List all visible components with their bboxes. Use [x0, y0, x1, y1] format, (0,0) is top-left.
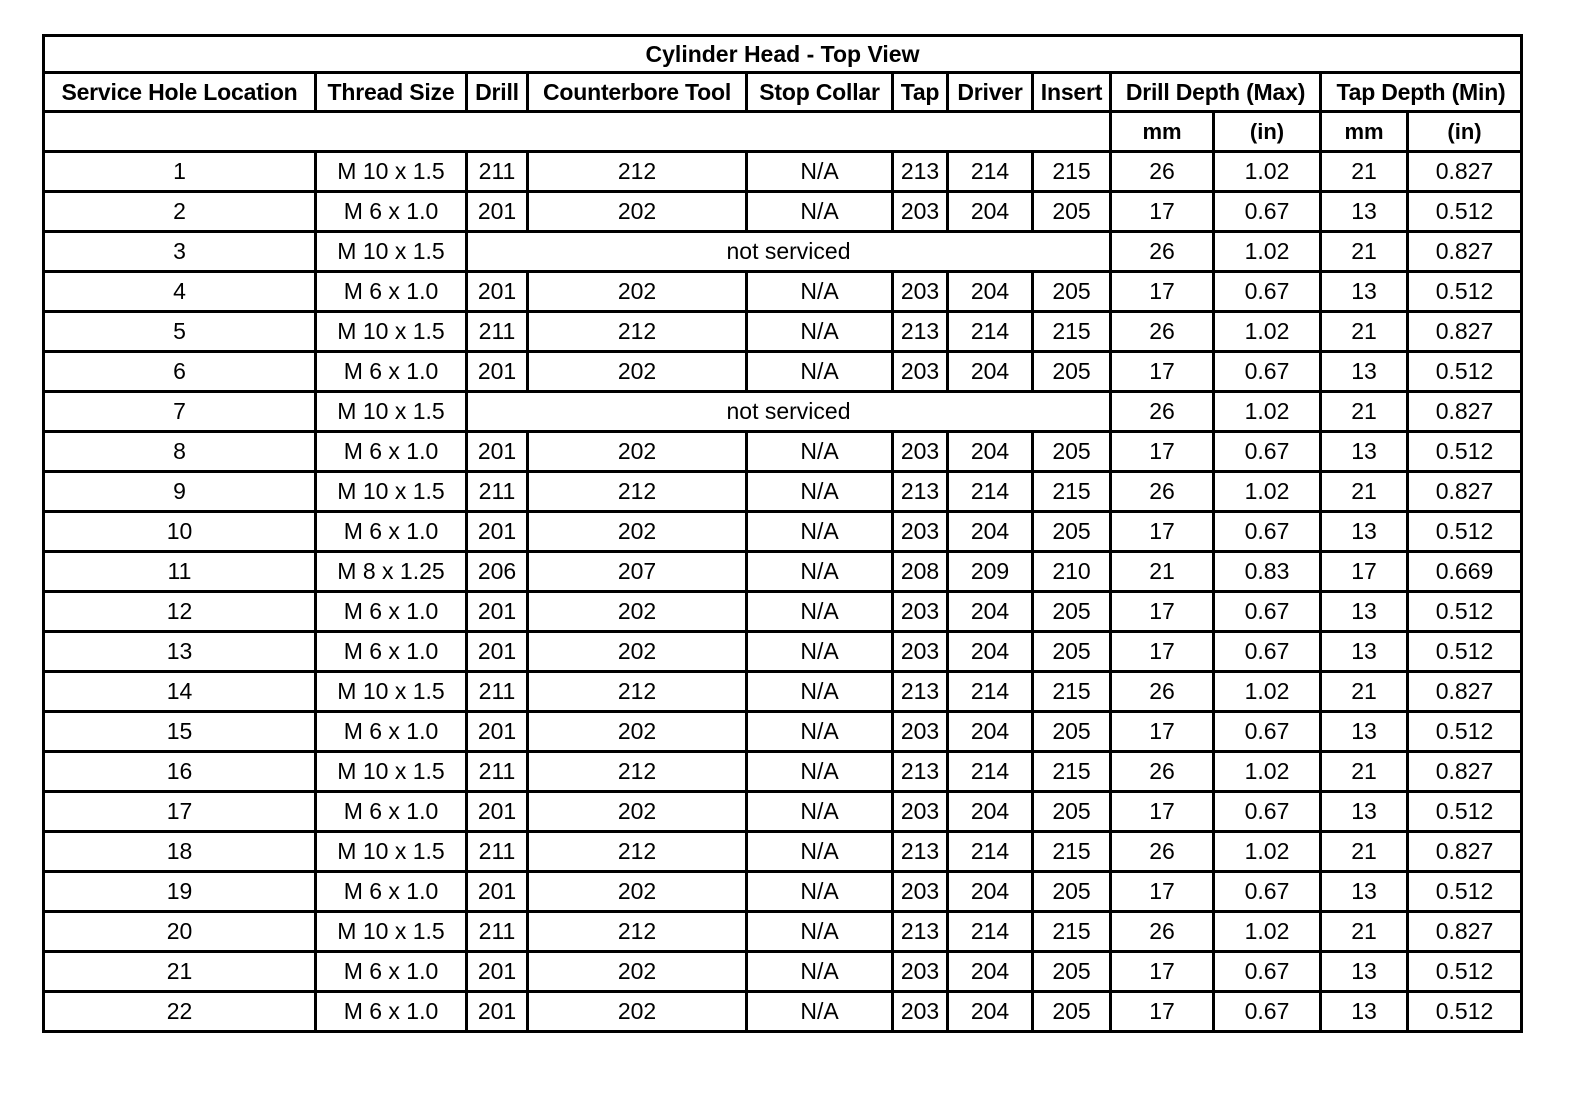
table-row: [44, 152, 1522, 192]
table-row: [44, 952, 1522, 992]
cell-thread-size: M 6 x 1.0: [316, 952, 467, 992]
cell-drill-depth-mm: 26: [1111, 912, 1214, 952]
cell-location: 10: [44, 512, 316, 552]
table-row: [44, 832, 1522, 872]
header-insert: Insert: [1033, 73, 1111, 112]
cell-insert: 205: [1033, 512, 1111, 552]
cell-counterbore: 212: [528, 672, 747, 712]
cell-insert: 205: [1033, 432, 1111, 472]
table-row: [44, 512, 1522, 552]
cell-driver: 204: [948, 712, 1033, 752]
cell-not-serviced-note: not serviced: [467, 392, 1111, 432]
cell-drill: 201: [467, 432, 528, 472]
cell-driver: 204: [948, 512, 1033, 552]
cell-tap-depth-in: 0.827: [1408, 472, 1522, 512]
cell-tap-depth-in: 0.827: [1408, 912, 1522, 952]
cell-drill-depth-in: 1.02: [1214, 312, 1321, 352]
cell-drill: 201: [467, 872, 528, 912]
cell-location: 20: [44, 912, 316, 952]
cell-tap-depth-in: 0.827: [1408, 832, 1522, 872]
cell-driver: 214: [948, 752, 1033, 792]
cell-counterbore: 202: [528, 872, 747, 912]
cell-tap-depth-in: 0.512: [1408, 512, 1522, 552]
cell-tap-depth-in: 0.669: [1408, 552, 1522, 592]
cell-drill-depth-mm: 17: [1111, 592, 1214, 632]
cell-tap-depth-in: 0.512: [1408, 592, 1522, 632]
cell-stop-collar: N/A: [747, 592, 893, 632]
cell-tap-depth-mm: 13: [1321, 592, 1408, 632]
cell-tap-depth-mm: 21: [1321, 752, 1408, 792]
cell-driver: 214: [948, 832, 1033, 872]
table-row: [44, 712, 1522, 752]
cell-thread-size: M 10 x 1.5: [316, 232, 467, 272]
cell-tap: 203: [893, 352, 948, 392]
cell-tap-depth-mm: 21: [1321, 912, 1408, 952]
cell-tap-depth-in: 0.827: [1408, 232, 1522, 272]
cell-stop-collar: N/A: [747, 752, 893, 792]
cell-drill: 201: [467, 272, 528, 312]
cell-tap: 213: [893, 312, 948, 352]
column-header-row: [44, 73, 1522, 112]
cell-tap-depth-in: 0.827: [1408, 672, 1522, 712]
cell-stop-collar: N/A: [747, 992, 893, 1032]
cell-drill-depth-mm: 17: [1111, 272, 1214, 312]
cell-drill-depth-in: 1.02: [1214, 832, 1321, 872]
cell-insert: 205: [1033, 592, 1111, 632]
table-row: [44, 392, 1522, 432]
cell-drill-depth-in: 0.67: [1214, 272, 1321, 312]
cell-counterbore: 202: [528, 952, 747, 992]
cell-stop-collar: N/A: [747, 632, 893, 672]
header-driver: Driver: [948, 73, 1033, 112]
cell-drill-depth-in: 0.67: [1214, 432, 1321, 472]
cell-drill: 206: [467, 552, 528, 592]
table-row: [44, 632, 1522, 672]
cell-drill-depth-mm: 17: [1111, 872, 1214, 912]
cell-tap: 203: [893, 512, 948, 552]
cell-drill-depth-in: 0.67: [1214, 592, 1321, 632]
cell-tap-depth-mm: 13: [1321, 872, 1408, 912]
cell-tap-depth-mm: 13: [1321, 352, 1408, 392]
cell-not-serviced-note: not serviced: [467, 232, 1111, 272]
cell-location: 7: [44, 392, 316, 432]
cell-location: 11: [44, 552, 316, 592]
cell-location: 22: [44, 992, 316, 1032]
cell-tap-depth-mm: 17: [1321, 552, 1408, 592]
unit-drill-in: (in): [1214, 112, 1321, 152]
cell-drill-depth-mm: 26: [1111, 232, 1214, 272]
cell-drill-depth-in: 0.67: [1214, 992, 1321, 1032]
cell-driver: 204: [948, 952, 1033, 992]
cell-insert: 205: [1033, 712, 1111, 752]
cell-counterbore: 212: [528, 472, 747, 512]
cell-insert: 215: [1033, 152, 1111, 192]
header-service-hole-location: Service Hole Location: [44, 73, 316, 112]
cell-tap: 213: [893, 752, 948, 792]
cell-thread-size: M 10 x 1.5: [316, 152, 467, 192]
cell-thread-size: M 6 x 1.0: [316, 192, 467, 232]
header-drill-depth: Drill Depth (Max): [1111, 73, 1321, 112]
cell-insert: 205: [1033, 992, 1111, 1032]
cell-location: 5: [44, 312, 316, 352]
cell-tap: 208: [893, 552, 948, 592]
cell-counterbore: 202: [528, 992, 747, 1032]
cell-drill-depth-in: 0.67: [1214, 952, 1321, 992]
table-title: Cylinder Head - Top View: [44, 36, 1522, 73]
cell-tap: 203: [893, 192, 948, 232]
cell-thread-size: M 6 x 1.0: [316, 792, 467, 832]
table-row: [44, 432, 1522, 472]
cell-counterbore: 202: [528, 512, 747, 552]
cell-drill-depth-mm: 17: [1111, 352, 1214, 392]
cell-counterbore: 202: [528, 792, 747, 832]
cell-counterbore: 202: [528, 712, 747, 752]
cell-stop-collar: N/A: [747, 272, 893, 312]
cell-tap-depth-in: 0.827: [1408, 312, 1522, 352]
cell-counterbore: 202: [528, 432, 747, 472]
cell-tap-depth-in: 0.512: [1408, 992, 1522, 1032]
cell-drill-depth-in: 0.67: [1214, 192, 1321, 232]
cell-tap: 203: [893, 592, 948, 632]
cell-counterbore: 212: [528, 752, 747, 792]
cell-tap: 213: [893, 472, 948, 512]
cell-drill-depth-mm: 17: [1111, 952, 1214, 992]
cell-driver: 214: [948, 472, 1033, 512]
cell-driver: 204: [948, 632, 1033, 672]
cell-insert: 215: [1033, 472, 1111, 512]
cell-thread-size: M 10 x 1.5: [316, 912, 467, 952]
cell-tap-depth-mm: 13: [1321, 432, 1408, 472]
header-stop-collar: Stop Collar: [747, 73, 893, 112]
cell-location: 15: [44, 712, 316, 752]
cell-stop-collar: N/A: [747, 912, 893, 952]
cell-tap: 203: [893, 432, 948, 472]
cell-drill: 201: [467, 512, 528, 552]
cell-tap-depth-in: 0.512: [1408, 872, 1522, 912]
table-row: [44, 472, 1522, 512]
unit-tap-mm: mm: [1321, 112, 1408, 152]
cell-counterbore: 202: [528, 272, 747, 312]
cell-drill-depth-in: 0.67: [1214, 512, 1321, 552]
cell-drill-depth-in: 1.02: [1214, 752, 1321, 792]
cell-thread-size: M 6 x 1.0: [316, 512, 467, 552]
unit-header-row: [44, 112, 1522, 152]
cell-drill-depth-in: 1.02: [1214, 912, 1321, 952]
cell-counterbore: 202: [528, 592, 747, 632]
cell-insert: 205: [1033, 352, 1111, 392]
header-drill: Drill: [467, 73, 528, 112]
cell-drill: 211: [467, 152, 528, 192]
cell-stop-collar: N/A: [747, 832, 893, 872]
cell-location: 2: [44, 192, 316, 232]
cell-drill: 201: [467, 792, 528, 832]
header-tap-depth: Tap Depth (Min): [1321, 73, 1522, 112]
cell-stop-collar: N/A: [747, 872, 893, 912]
cell-drill: 211: [467, 832, 528, 872]
cell-drill-depth-in: 0.67: [1214, 872, 1321, 912]
table-row: [44, 792, 1522, 832]
cell-thread-size: M 10 x 1.5: [316, 472, 467, 512]
cell-drill-depth-mm: 26: [1111, 672, 1214, 712]
table-body: [44, 152, 1522, 1032]
cell-location: 21: [44, 952, 316, 992]
cell-drill-depth-mm: 26: [1111, 312, 1214, 352]
cell-drill-depth-mm: 17: [1111, 712, 1214, 752]
cell-insert: 215: [1033, 752, 1111, 792]
cell-driver: 204: [948, 592, 1033, 632]
cell-tap-depth-mm: 13: [1321, 192, 1408, 232]
cell-stop-collar: N/A: [747, 672, 893, 712]
cell-drill: 201: [467, 352, 528, 392]
cell-stop-collar: N/A: [747, 352, 893, 392]
cell-drill-depth-mm: 26: [1111, 832, 1214, 872]
cell-location: 17: [44, 792, 316, 832]
cell-stop-collar: N/A: [747, 792, 893, 832]
table-row: [44, 672, 1522, 712]
cell-drill-depth-mm: 26: [1111, 472, 1214, 512]
cell-drill-depth-in: 1.02: [1214, 232, 1321, 272]
table-title-row: [44, 36, 1522, 73]
cell-thread-size: M 10 x 1.5: [316, 752, 467, 792]
cell-tap: 203: [893, 872, 948, 912]
header-thread-size: Thread Size: [316, 73, 467, 112]
cell-drill-depth-in: 0.67: [1214, 632, 1321, 672]
cell-drill-depth-in: 1.02: [1214, 472, 1321, 512]
cell-drill: 211: [467, 472, 528, 512]
cell-counterbore: 212: [528, 152, 747, 192]
unit-drill-mm: mm: [1111, 112, 1214, 152]
cell-drill-depth-in: 0.83: [1214, 552, 1321, 592]
cell-location: 3: [44, 232, 316, 272]
cell-tap-depth-mm: 13: [1321, 272, 1408, 312]
cell-tap-depth-mm: 21: [1321, 232, 1408, 272]
cell-tap-depth-in: 0.512: [1408, 192, 1522, 232]
cell-tap-depth-mm: 21: [1321, 472, 1408, 512]
cell-driver: 204: [948, 192, 1033, 232]
cell-thread-size: M 10 x 1.5: [316, 832, 467, 872]
cell-tap: 203: [893, 272, 948, 312]
cell-counterbore: 202: [528, 352, 747, 392]
cell-drill: 201: [467, 192, 528, 232]
cell-driver: 209: [948, 552, 1033, 592]
cell-tap-depth-in: 0.512: [1408, 352, 1522, 392]
cell-drill-depth-in: 0.67: [1214, 352, 1321, 392]
cell-drill-depth-in: 1.02: [1214, 672, 1321, 712]
cell-tap-depth-in: 0.512: [1408, 272, 1522, 312]
header-counterbore-tool: Counterbore Tool: [528, 73, 747, 112]
cell-tap: 203: [893, 712, 948, 752]
cell-drill: 201: [467, 992, 528, 1032]
cell-tap: 213: [893, 912, 948, 952]
cell-counterbore: 202: [528, 192, 747, 232]
cell-drill-depth-mm: 26: [1111, 392, 1214, 432]
cell-insert: 215: [1033, 912, 1111, 952]
cell-drill-depth-in: 1.02: [1214, 152, 1321, 192]
cell-thread-size: M 6 x 1.0: [316, 992, 467, 1032]
cell-location: 6: [44, 352, 316, 392]
cell-tap-depth-mm: 21: [1321, 312, 1408, 352]
cell-stop-collar: N/A: [747, 152, 893, 192]
cell-drill-depth-mm: 17: [1111, 512, 1214, 552]
table-row: [44, 552, 1522, 592]
cell-tap-depth-mm: 13: [1321, 952, 1408, 992]
cell-drill-depth-in: 1.02: [1214, 392, 1321, 432]
cell-location: 13: [44, 632, 316, 672]
cell-drill-depth-mm: 26: [1111, 752, 1214, 792]
cell-drill-depth-in: 0.67: [1214, 792, 1321, 832]
cell-insert: 205: [1033, 952, 1111, 992]
cell-location: 4: [44, 272, 316, 312]
cell-thread-size: M 6 x 1.0: [316, 632, 467, 672]
cell-counterbore: 202: [528, 632, 747, 672]
cell-driver: 214: [948, 152, 1033, 192]
cell-tap-depth-mm: 13: [1321, 792, 1408, 832]
cell-drill-depth-in: 0.67: [1214, 712, 1321, 752]
cell-driver: 204: [948, 872, 1033, 912]
cell-insert: 210: [1033, 552, 1111, 592]
cell-drill-depth-mm: 17: [1111, 632, 1214, 672]
cell-drill-depth-mm: 17: [1111, 792, 1214, 832]
cell-drill-depth-mm: 21: [1111, 552, 1214, 592]
cell-stop-collar: N/A: [747, 512, 893, 552]
table-row: [44, 232, 1522, 272]
cell-driver: 214: [948, 312, 1033, 352]
table-row: [44, 872, 1522, 912]
cell-tap-depth-mm: 21: [1321, 672, 1408, 712]
cell-location: 12: [44, 592, 316, 632]
cell-stop-collar: N/A: [747, 472, 893, 512]
cell-thread-size: M 6 x 1.0: [316, 432, 467, 472]
table-row: [44, 592, 1522, 632]
cell-counterbore: 212: [528, 832, 747, 872]
cell-stop-collar: N/A: [747, 712, 893, 752]
cell-driver: 204: [948, 272, 1033, 312]
cell-location: 19: [44, 872, 316, 912]
cell-drill: 201: [467, 952, 528, 992]
cell-driver: 214: [948, 672, 1033, 712]
cell-tap: 213: [893, 672, 948, 712]
table-row: [44, 992, 1522, 1032]
cell-tap-depth-in: 0.512: [1408, 632, 1522, 672]
cell-location: 14: [44, 672, 316, 712]
unit-row-spacer: [44, 112, 1111, 152]
cell-stop-collar: N/A: [747, 192, 893, 232]
cell-thread-size: M 6 x 1.0: [316, 712, 467, 752]
cell-location: 16: [44, 752, 316, 792]
cell-drill: 211: [467, 312, 528, 352]
cell-insert: 205: [1033, 872, 1111, 912]
cell-tap-depth-in: 0.512: [1408, 432, 1522, 472]
header-tap: Tap: [893, 73, 948, 112]
cell-tap-depth-mm: 13: [1321, 632, 1408, 672]
cell-driver: 204: [948, 432, 1033, 472]
cell-location: 18: [44, 832, 316, 872]
cell-drill: 211: [467, 752, 528, 792]
cell-tap: 203: [893, 992, 948, 1032]
cell-drill-depth-mm: 17: [1111, 992, 1214, 1032]
cell-thread-size: M 8 x 1.25: [316, 552, 467, 592]
cell-thread-size: M 10 x 1.5: [316, 312, 467, 352]
cell-tap-depth-in: 0.827: [1408, 752, 1522, 792]
cell-tap-depth-mm: 13: [1321, 712, 1408, 752]
cell-tap-depth-in: 0.512: [1408, 792, 1522, 832]
cell-drill-depth-mm: 17: [1111, 192, 1214, 232]
cell-driver: 214: [948, 912, 1033, 952]
cell-insert: 205: [1033, 792, 1111, 832]
service-hole-table: [42, 34, 1523, 1033]
cell-tap: 213: [893, 832, 948, 872]
cell-tap: 213: [893, 152, 948, 192]
table-row: [44, 752, 1522, 792]
cell-insert: 205: [1033, 632, 1111, 672]
table-row: [44, 272, 1522, 312]
cell-thread-size: M 6 x 1.0: [316, 872, 467, 912]
cell-tap-depth-mm: 21: [1321, 832, 1408, 872]
cell-drill: 211: [467, 912, 528, 952]
cell-insert: 215: [1033, 312, 1111, 352]
cell-driver: 204: [948, 792, 1033, 832]
cell-thread-size: M 10 x 1.5: [316, 672, 467, 712]
cell-tap-depth-mm: 21: [1321, 392, 1408, 432]
cell-insert: 205: [1033, 272, 1111, 312]
cell-location: 8: [44, 432, 316, 472]
cell-counterbore: 212: [528, 912, 747, 952]
cell-tap-depth-in: 0.512: [1408, 712, 1522, 752]
cell-thread-size: M 6 x 1.0: [316, 272, 467, 312]
cell-tap: 203: [893, 632, 948, 672]
cell-driver: 204: [948, 992, 1033, 1032]
cell-stop-collar: N/A: [747, 952, 893, 992]
cell-tap-depth-in: 0.827: [1408, 392, 1522, 432]
table-row: [44, 192, 1522, 232]
cell-tap: 203: [893, 952, 948, 992]
cell-counterbore: 207: [528, 552, 747, 592]
cell-location: 9: [44, 472, 316, 512]
cell-thread-size: M 6 x 1.0: [316, 352, 467, 392]
cell-stop-collar: N/A: [747, 552, 893, 592]
cell-thread-size: M 6 x 1.0: [316, 592, 467, 632]
cell-stop-collar: N/A: [747, 312, 893, 352]
table-row: [44, 312, 1522, 352]
cell-drill: 201: [467, 592, 528, 632]
cell-location: 1: [44, 152, 316, 192]
table-row: [44, 352, 1522, 392]
cell-tap-depth-mm: 13: [1321, 512, 1408, 552]
cell-drill-depth-mm: 26: [1111, 152, 1214, 192]
cell-drill: 201: [467, 712, 528, 752]
cell-tap-depth-in: 0.512: [1408, 952, 1522, 992]
cell-insert: 215: [1033, 672, 1111, 712]
cell-insert: 215: [1033, 832, 1111, 872]
cell-stop-collar: N/A: [747, 432, 893, 472]
cell-insert: 205: [1033, 192, 1111, 232]
unit-tap-in: (in): [1408, 112, 1522, 152]
cell-drill: 211: [467, 672, 528, 712]
table-row: [44, 912, 1522, 952]
cell-driver: 204: [948, 352, 1033, 392]
cell-tap-depth-mm: 21: [1321, 152, 1408, 192]
cell-tap-depth-in: 0.827: [1408, 152, 1522, 192]
cell-tap-depth-mm: 13: [1321, 992, 1408, 1032]
cell-drill-depth-mm: 17: [1111, 432, 1214, 472]
cell-thread-size: M 10 x 1.5: [316, 392, 467, 432]
cell-drill: 201: [467, 632, 528, 672]
cell-tap: 203: [893, 792, 948, 832]
cell-counterbore: 212: [528, 312, 747, 352]
